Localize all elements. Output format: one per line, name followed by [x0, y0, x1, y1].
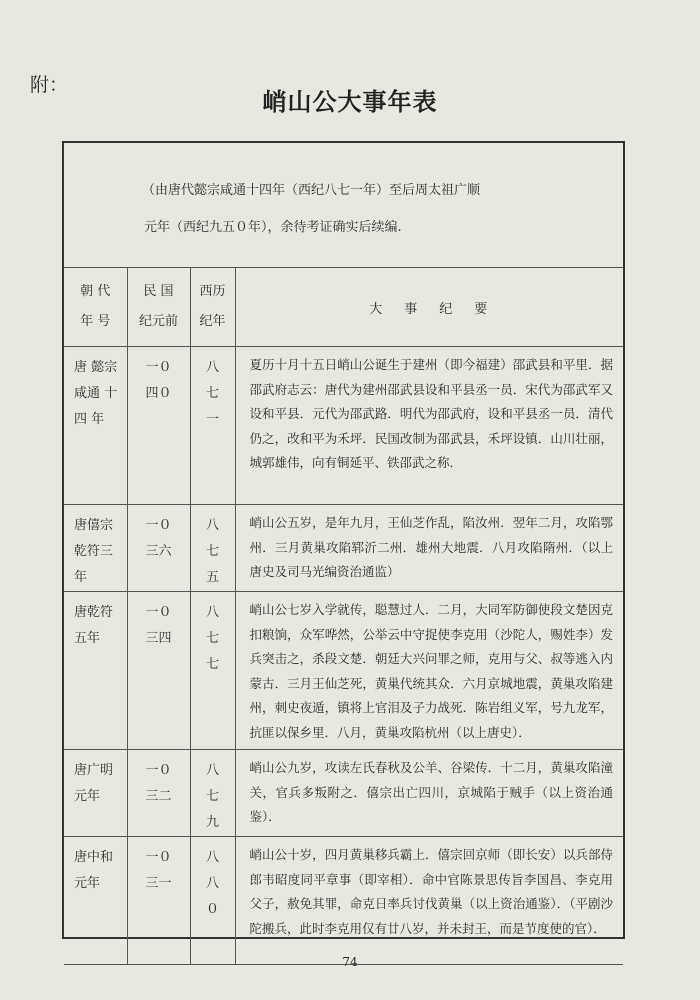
row-minguo-line: 一０: [145, 605, 172, 620]
row-era: 唐中和 元年: [64, 837, 127, 965]
row-minguo-line: 三一: [145, 876, 172, 891]
row-minguo-line: 三二: [145, 789, 172, 804]
row-events: 峭山公七岁入学就传，聪慧过人．二月，大同军防御使段文楚因克扣粮饷，众军哗然，公举云中守捉使李克用（沙陀人，赐姓李）发兵突击之，杀段文楚．朝廷大兴问罪之师，克用与父、叔等逃入内蒙古．三月王仙芝死，黄巢代统其众．六月京城地震，黄巢攻陷建州，刺史夜遁，镇将上官泪及子力战死．陈岩组义军，号九龙军，抗匪以保乡里．八月，黄巢攻陷杭州（以上唐史）．: [235, 592, 623, 750]
row-xili: [190, 347, 235, 505]
table-row: [64, 347, 623, 505]
row-xili-digit: 五: [205, 570, 219, 585]
row-xili-digit: 八: [205, 850, 219, 865]
row-xili-digit: 九: [205, 815, 219, 830]
row-xili: [190, 837, 235, 965]
chronology-table: [64, 267, 623, 965]
row-minguo-line: 三四: [145, 631, 172, 646]
table-row: [64, 592, 623, 750]
header-era-line-1: 朝 代: [80, 284, 111, 299]
row-era: 唐乾符 五年: [64, 592, 127, 750]
page-number: 74: [342, 955, 358, 969]
row-xili-digit: 八: [205, 518, 219, 533]
header-era-line-2: 年 号: [80, 314, 111, 329]
row-minguo-line: 一０: [145, 850, 172, 865]
row-events: 峭山公十岁，四月黄巢移兵霸上．僖宗回京师（即长安）以兵部侍郎韦昭度同平章事（即宰相）．命中官陈景思传旨李国昌、李克用父子，赦免其罪，命克日率兵讨伐黄巢（以上资治通鉴）．（平剧沙陀搬兵，此时李克用仅有廿八岁，并未封王，而是节度使的官）．: [235, 837, 623, 965]
table-row: [64, 837, 623, 965]
row-minguo-line: 三六: [145, 544, 172, 559]
header-xili: [190, 268, 235, 347]
table-header: [64, 268, 623, 347]
row-xili-digit: 七: [205, 789, 219, 804]
header-minguo-line-1: 民 国: [143, 284, 174, 299]
row-xili-digit: 七: [205, 657, 219, 672]
row-minguo: [127, 592, 190, 750]
row-xili: [190, 592, 235, 750]
header-xili-line-1: 西历: [199, 284, 226, 299]
row-xili-digit: 一: [205, 412, 219, 427]
row-xili: [190, 750, 235, 837]
row-xili-digit: 八: [205, 763, 219, 778]
intro-line-1: （由唐代懿宗咸通十四年（西纪八七一年）至后周太祖广顺: [142, 183, 481, 198]
row-minguo-line: 一０: [145, 360, 172, 375]
row-minguo: [127, 505, 190, 592]
row-minguo-line: 四０: [145, 386, 172, 401]
intro-note: [64, 143, 623, 267]
chronology-frame: [62, 141, 625, 939]
header-xili-line-2: 纪年: [199, 314, 226, 329]
row-xili-digit: 八: [205, 360, 219, 375]
row-events: 峭山公九岁，攻读左氏春秋及公羊、谷梁传．十二月，黄巢攻陷潼关，官兵多叛附之．僖宗出亡四川，京城陷于贼手（以上资治通鉴）．: [235, 750, 623, 837]
row-xili-digit: 八: [205, 605, 219, 620]
table-row: [64, 750, 623, 837]
row-xili-digit: ０: [205, 902, 219, 917]
header-minguo-line-2: 纪元前: [138, 314, 178, 329]
header-era: [64, 268, 127, 347]
header-events-label: 大事纪要: [369, 301, 510, 317]
row-minguo: [127, 750, 190, 837]
row-minguo: [127, 347, 190, 505]
header-events: [235, 268, 623, 347]
row-minguo-line: 一０: [145, 763, 172, 778]
row-xili: [190, 505, 235, 592]
row-events: 峭山公五岁，是年九月，王仙芝作乱，陷汝州．翌年二月，攻陷鄂州．三月黄巢攻陷郓沂二州．雄州大地震．八月攻陷隋州．（以上唐史及司马光编资治通监）: [235, 505, 623, 592]
row-events: 夏历十月十五日峭山公诞生于建州（即今福建）邵武县和平里．据邵武府志云：唐代为建州邵武县设和平县丞一员．宋代为邵武军又设和平县．元代为邵武路．明代为邵武府，设和平县丞一员．清代仍之，改和平为禾坪．民国改制为邵武县，禾坪设镇．山川壮丽，城郭雄伟，向有铜延平、铁邵武之称．: [235, 347, 623, 505]
page-title: 峭山公大事年表: [262, 88, 438, 116]
intro-line-2: 元年（西纪九五０年），余待考证确实后续编.: [144, 220, 402, 235]
header-minguo: [127, 268, 190, 347]
row-minguo: [127, 837, 190, 965]
row-minguo-line: 一０: [145, 518, 172, 533]
appendix-label: 附：: [30, 74, 69, 96]
row-xili-digit: 七: [205, 386, 219, 401]
row-xili-digit: 八: [205, 876, 219, 891]
row-xili-digit: 七: [205, 544, 219, 559]
row-era: 唐广明 元年: [64, 750, 127, 837]
row-xili-digit: 七: [205, 631, 219, 646]
table-row: [64, 505, 623, 592]
row-era: 唐 懿宗 咸通 十四 年: [64, 347, 127, 505]
row-era: 唐僖宗 乾符三 年: [64, 505, 127, 592]
